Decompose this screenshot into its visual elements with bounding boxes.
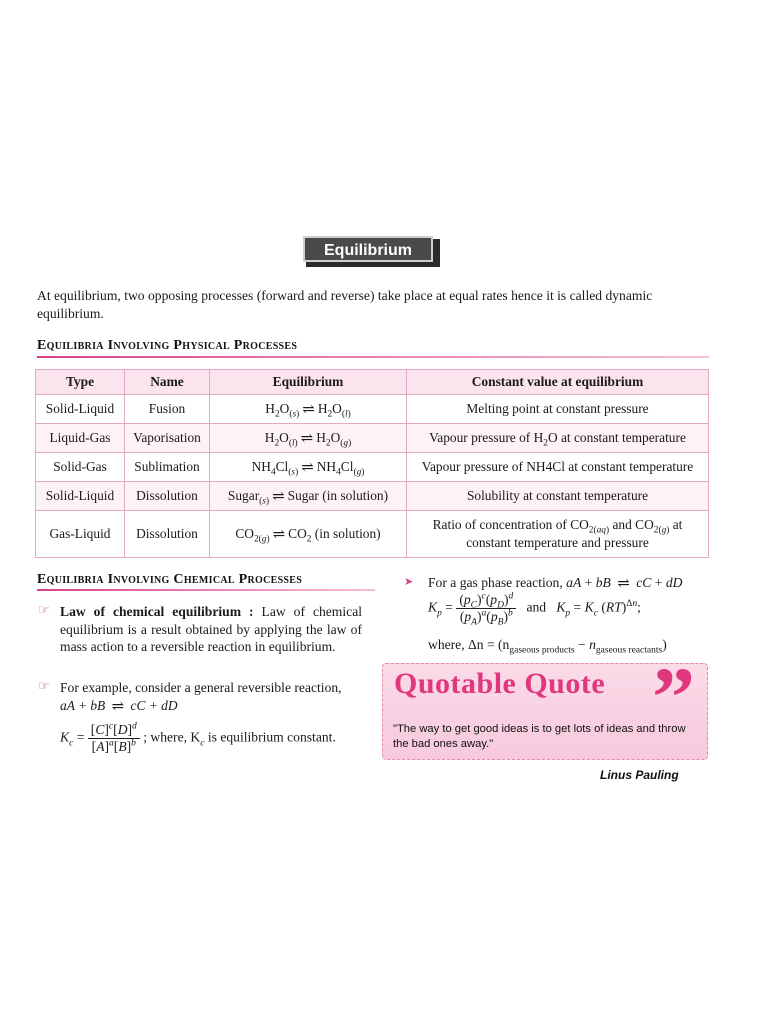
col-type-header: Type — [36, 370, 125, 395]
arrow-bullet-icon: ➤ — [404, 575, 414, 588]
page-title: Equilibrium — [303, 236, 433, 262]
table-row — [36, 424, 709, 453]
table-row — [36, 511, 709, 558]
kp-expression: $K_p$ = $\frac{(p_C)^c(p_D)^d}{(p_A)^a(p_B)^b}$ and $K_p = K_c$ (RT)$^{\Delta n}$; — [428, 591, 641, 628]
quote-author: Linus Pauling — [600, 768, 679, 782]
equilibrium-arrow-icon: ⇌ — [300, 430, 314, 447]
cell-constant: Ratio of concentration of $CO_{2(aq)}$ and $CO_{2(g)}$ at constant temperature and pressure — [407, 511, 709, 558]
equilibrium-arrow-icon: ⇌ — [272, 526, 286, 543]
cell-equilibrium: Sugar$_{(s)}$ ⇌ Sugar (in solution) — [210, 482, 407, 511]
general-reaction: aA + bB ⇌ cC + dD — [60, 698, 178, 715]
quote-title: Quotable Quote — [394, 667, 606, 700]
table-row — [36, 453, 709, 482]
col-constant-header: Constant value at equilibrium — [407, 370, 709, 395]
physical-processes-table — [35, 369, 709, 558]
cell-equilibrium: $NH_4Cl_{(s)}$ ⇌ $NH_4Cl_{(g)}$ — [210, 453, 407, 482]
cell-constant: Solubility at constant temperature — [407, 482, 709, 511]
intro-paragraph: At equilibrium, two opposing processes (forward and reverse) take place at equal rates hence it is called dynamic equilibrium. — [37, 288, 653, 321]
section-rule — [37, 356, 709, 358]
quote-marks-icon: ” — [652, 649, 695, 745]
equilibrium-arrow-icon: ⇌ — [111, 699, 125, 715]
cell-name: Fusion — [125, 395, 210, 424]
cell-equilibrium: $H_2O_{(s)}$ ⇌ $H_2O_{(l)}$ — [210, 395, 407, 424]
cell-name: Sublimation — [125, 453, 210, 482]
cell-name: Dissolution — [125, 482, 210, 511]
delta-n-expression: where, $\Delta n = (n_{gaseous products} - n_{gaseous reactants})$ — [428, 637, 667, 656]
cell-type: Liquid-Gas — [36, 424, 125, 453]
equilibrium-arrow-icon: ⇌ — [301, 459, 314, 476]
kc-expression: $K_c$ = $\frac{[C]^c[D]^d}{[A]^a[B]^b}$ ; where, $K_c$ is equilibrium constant. — [60, 721, 336, 754]
quote-text: "The way to get good ideas is to get lots of ideas and throw the bad ones away." — [393, 723, 686, 750]
table-row — [36, 395, 709, 424]
cell-constant: Melting point at constant pressure — [407, 395, 709, 424]
example-paragraph: For example, consider a general reversible reaction, — [60, 680, 342, 695]
col-name-header: Name — [125, 370, 210, 395]
table-header-row — [36, 370, 709, 395]
hand-bullet-icon: ☞ — [38, 679, 50, 694]
equilibrium-arrow-icon: ⇌ — [617, 576, 630, 592]
cell-constant: Vapour pressure of NH4Cl at constant temperature — [407, 453, 709, 482]
equilibrium-arrow-icon: ⇌ — [302, 401, 315, 418]
kp-fraction: $\frac{(p_C)^c(p_D)^d}{(p_A)^a(p_B)^b}$ — [456, 592, 516, 625]
hand-bullet-icon: ☞ — [38, 603, 50, 618]
law-paragraph: Law of chemical equilibrium : Law of chemical equilibrium is a result obtained by applying the law of mass action to a reversible reaction in equilibrium. — [60, 604, 363, 654]
kc-note: ; where, K — [143, 729, 201, 745]
cell-type: Solid-Liquid — [36, 482, 125, 511]
col-equilibrium-header: Equilibrium — [210, 370, 407, 395]
section-rule — [37, 589, 375, 591]
kc-fraction: $\frac{[C]^c[D]^d}{[A]^a[B]^b}$ — [88, 722, 140, 755]
section-heading-physical: Equilibria Involving Physical Processes — [37, 338, 298, 353]
cell-equilibrium: $CO_{2(g)}$ ⇌ $CO_2$ (in solution) — [210, 511, 407, 558]
equilibrium-arrow-icon: ⇌ — [272, 488, 285, 505]
gas-phase-reaction: For a gas phase reaction, aA + bB ⇌ cC + dD — [428, 575, 683, 592]
cell-constant: Vapour pressure of $H_2O$ at constant temperature — [407, 424, 709, 453]
title-badge — [303, 236, 437, 266]
cell-name: Vaporisation — [125, 424, 210, 453]
cell-equilibrium: $H_2O_{(l)}$ ⇌ $H_2O_{(g)}$ — [210, 424, 407, 453]
cell-type: Solid-Gas — [36, 453, 125, 482]
cell-type: Solid-Liquid — [36, 395, 125, 424]
cell-name: Dissolution — [125, 511, 210, 558]
cell-type: Gas-Liquid — [36, 511, 125, 558]
section-heading-chemical: Equilibria Involving Chemical Processes — [37, 572, 303, 587]
table-row — [36, 482, 709, 511]
